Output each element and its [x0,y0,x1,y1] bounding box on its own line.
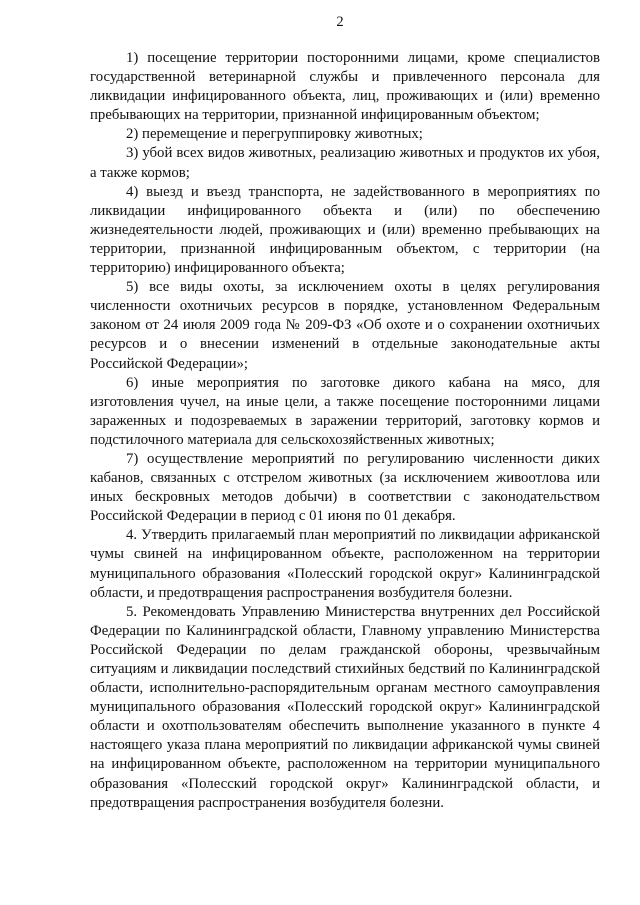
paragraph-item-6: 6) иные мероприятия по заготовке дикого кабана на мясо, для изготовления чучел, на иные цели, а также посещение посторонними лицами зараженных и подозреваемых в заражении территорий, заготовку кормов и подстилочного материала для сельскохозяйственных животных; [90,374,600,448]
paragraph-item-4: 4) выезд и въезд транспорта, не задействованного в мероприятиях по ликвидации инфицированного объекта и (или) по обеспечению жизнедеятельности людей, проживающих и (или) временно пребывающих на территории, признанной инфицированным объектом, с территории (на территорию) инфицированного объекта; [90,183,600,277]
page-number: 2 [336,14,344,30]
paragraph-clause-5: 5. Рекомендовать Управлению Министерства внутренних дел Российской Федерации по Калининградской области, Главному управлению Министерства Российской Федерации по делам гражданской обороны, чрезвычайным ситуациям и ликвидации последствий стихийных бедствий по Калининградской области, исполнительно-распорядительным органам местного самоуправления муниципального образования «Полесский городской округ» Калининградской области и охотпользователям обеспечить выполнение указанного в пункте 4 настоящего указа плана мероприятий по ликвидации африканской чумы свиней на инфицированном объекте, расположенном на территории муниципального образования «Полесский городской округ» Калининградской области, и предотвращения распространения возбудителя болезни. [90,603,600,811]
paragraph-item-1: 1) посещение территории посторонними лицами, кроме специалистов государственной ветеринарной службы и привлеченного персонала для ликвидации инфицированного объекта, лиц, проживающих и (или) временно пребывающих на территории, признанной инфицированным объектом; [90,50,600,124]
paragraph-item-5: 5) все виды охоты, за исключением охоты в целях регулирования численности охотничьих ресурсов в порядке, установленном Федеральным законом от 24 июля 2009 года № 209-ФЗ «Об охоте и о сохранении охотничьих ресурсов и о внесении изменений в отдельные законодательные акты Российской Федерации»; [90,279,600,372]
paragraph-item-3: 3) убой всех видов животных, реализацию животных и продуктов их убоя, а также кормов; [90,145,600,181]
paragraph-clause-4: 4. Утвердить прилагаемый план мероприятий по ликвидации африканской чумы свиней на инфицированном объекте, расположенном на территории муниципального образования «Полесский городской округ» Калининградской области, и предотвращения распространения возбудителя болезни. [90,527,600,601]
paragraph-item-2: 2) перемещение и перегруппировку животных; [126,126,423,143]
paragraph-item-7: 7) осуществление мероприятий по регулированию численности диких кабанов, связанных с отстрелом животных (за исключением живоотлова или иных бескровных методов добычи) в соответствии с законодательством Российской Федерации в период с 01 июня по 01 декабря. [90,450,600,525]
